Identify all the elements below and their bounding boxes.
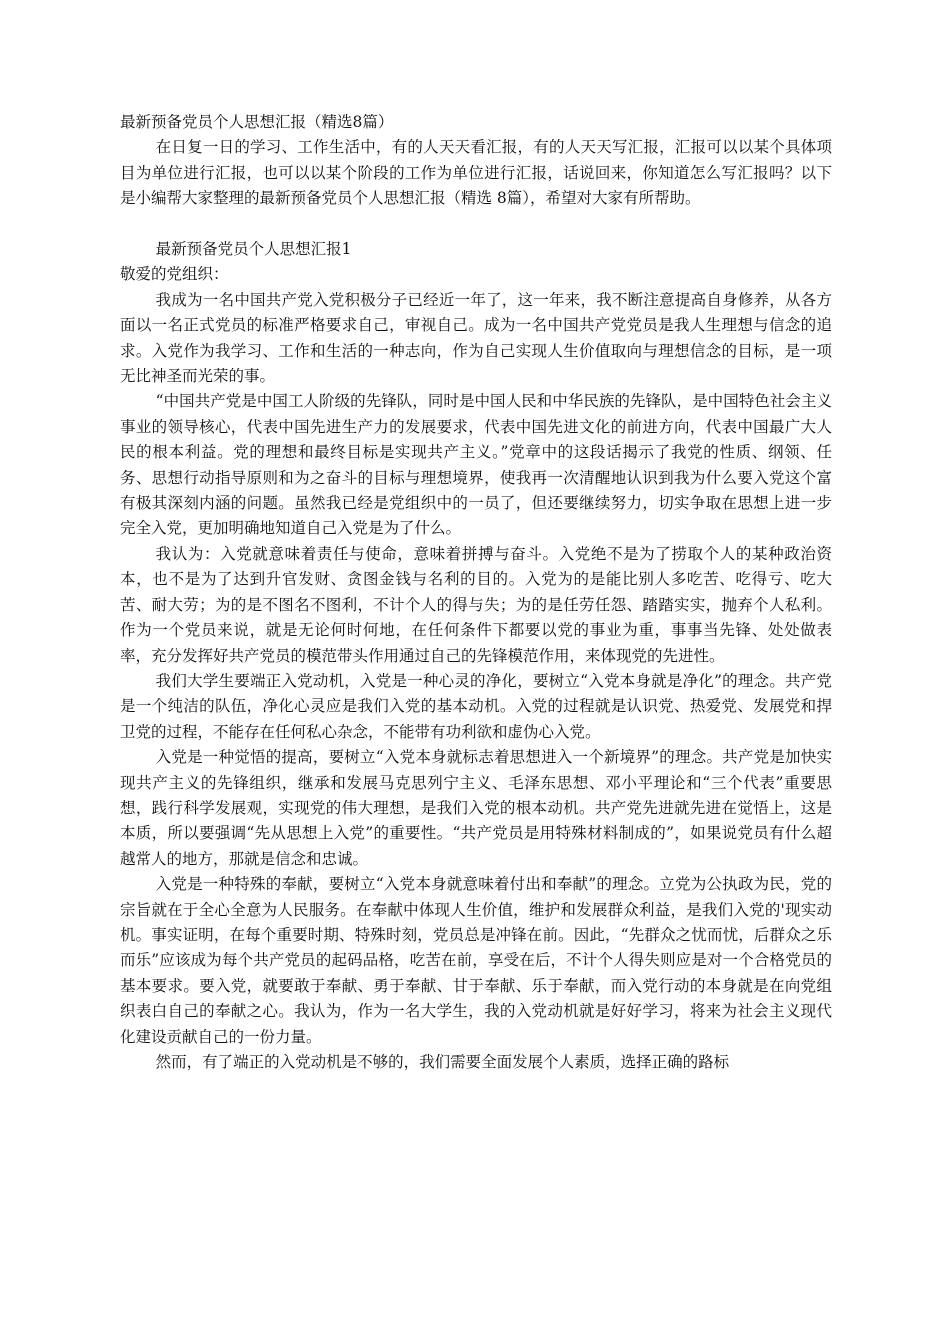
body-paragraph: “中国共产党是中国工人阶级的先锋队，同时是中国人民和中华民族的先锋队，是中国特色社会主义事业的领导核心，代表中国先进生产力的发展要求，代表中国先进文化的前进方向，代表中国最广大人民的根本利益。党的理想和最终目标是实现共产主义。”党章中的这段话揭示了我党的性质、纲领、任务、思想行动指导原则和为之奋斗的目标与理想境界，使我再一次清醒地认识到我为什么要入党这个富有极其深刻内涵的问题。虽然我已经是党组织中的一员了，但还要继续努力，切实争取在思想上进一步完全入党，更加明确地知道自己入党是为了什么。 — [120, 392, 832, 538]
body-paragraph: 入党是一种觉悟的提高，要树立“入党本身就标志着思想进入一个新境界”的理念。共产党是加快实现共产主义的先锋组织，继承和发展马克思列宁主义、毛泽东思想、邓小平理论和“三个代表”重要思想，践行科学发展观，实现党的伟大理想，是我们入党的根本动机。共产党先进就先进在觉悟上，这是本质，所以要强调“先从思想上入党”的重要性。“共产党员是用特殊材料制成的”，如果说党员有什么超越常人的地方，那就是信念和忠诚。 — [120, 748, 832, 868]
body-paragraph: 我们大学生要端正入党动机，入党是一种心灵的净化，要树立“入党本身就是净化”的理念。共产党是一个纯洁的队伍，净化心灵应是我们入党的基本动机。入党的过程就是认识党、热爱党、发展党和捍卫党的过程，不能存在任何私心杂念，不能带有功利欲和虚伪心入党。 — [120, 671, 832, 741]
document-body — [120, 110, 832, 1075]
body-paragraph: 我成为一名中国共产党入党积极分子已经近一年了，这一年来，我不断注意提高自身修养，从各方面以一名正式党员的标准严格要求自己，审视自己。成为一名中国共产党党员是我人生理想与信念的追求。入党作为我学习、工作和生活的一种志向，作为自己实现人生价值取向与理想信念的目标，是一项无比神圣而光荣的事。 — [120, 290, 832, 386]
section-title: 最新预备党员个人思想汇报1 — [155, 240, 352, 259]
body-paragraph: 入党是一种特殊的奉献，要树立“入党本身就意味着付出和奉献”的理念。立党为公执政为民，党的宗旨就在于全心全意为人民服务。在奉献中体现人生价值，维护和发展群众利益，是我们入党的'现实动机。事实证明，在每个重要时期、特殊时刻，党员总是冲锋在前。因此，“先群众之忧而忧，后群众之乐而乐”应该成为每个共产党员的起码品格，吃苦在前，享受在后，不计个人得失则应是对一个合格党员的基本要求。要入党，就要敢于奉献、勇于奉献、甘于奉献、乐于奉献，而入党行动的本身就是在向党组织表白自己的奉献之心。我认为，作为一名大学生，我的入党动机就是好好学习，将来为社会主义现代化建设贡献自己的一份力量。 — [120, 875, 832, 1046]
document-title: 最新预备党员个人思想汇报（精选8篇） — [120, 113, 394, 131]
intro-paragraph: 在日复一日的学习、工作生活中，有的人天天看汇报，有的人天天写汇报，汇报可以以某个具体项目为单位进行汇报，也可以以某个阶段的工作为单位进行汇报，话说回来，你知道怎么写汇报吗？以下是小编帮大家整理的最新预备党员个人思想汇报（精选 8篇），希望对大家有所帮助。 — [120, 138, 832, 208]
salutation: 敬爱的党组织： — [120, 265, 229, 284]
body-paragraph: 我认为：入党就意味着责任与使命，意味着拼搏与奋斗。入党绝不是为了捞取个人的某种政治资本，也不是为了达到升官发财、贪图金钱与名利的目的。入党为的是能比别人多吃苦、吃得亏、吃大苦、耐大劳；为的是不图名不图利，不计个人的得与失；为的是任劳任怨、踏踏实实，抛弃个人私利。作为一个党员来说，就是无论何时何地，在任何条件下都要以党的事业为重，事事当先锋、处处做表率，充分发挥好共产党员的模范带头作用通过自己的先锋模范作用，来体现党的先进性。 — [120, 544, 832, 665]
body-paragraph: 然而，有了端正的入党动机是不够的，我们需要全面发展个人素质，选择正确的路标 — [155, 1053, 730, 1072]
blank-line — [120, 212, 832, 237]
